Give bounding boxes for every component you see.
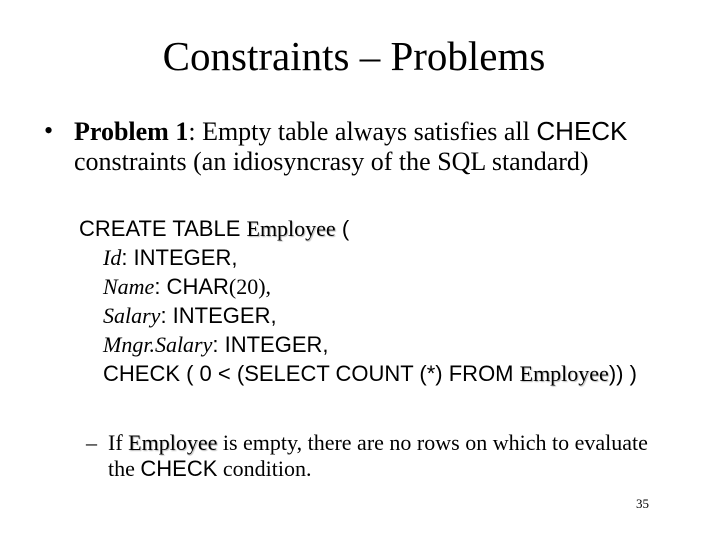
slide-page-number: 35 [636,496,649,511]
attr-salary-type: : INTEGER, [160,303,277,328]
sub-table-name: Employee [128,430,218,455]
attr-id-type: : INTEGER, [121,245,238,270]
open-paren: ( [335,216,350,241]
attr-mngr-salary-type: : INTEGER, [212,332,329,357]
code-line-create [79,214,709,243]
sub-bullet-marker: – [86,430,97,455]
sub-text-b: is empty, there are no rows on which to evaluate the [108,430,648,481]
code-line-id [79,243,709,272]
check-clause-start: CHECK ( 0 < (SELECT COUNT (*) FROM [103,361,520,386]
bullet-marker: • [44,116,54,145]
sub-text-a: If [108,430,129,455]
check-clause-end: )) ) [608,361,637,386]
code-line-mngr-salary [79,330,709,359]
bullet-text [74,116,664,177]
sub-bullet-text [108,430,668,482]
create-table-keyword: CREATE TABLE [79,216,247,241]
table-name: Employee [246,216,336,241]
code-line-name [79,272,709,301]
sub-check-keyword: CHECK [140,456,218,481]
sql-create-table-code [79,214,709,388]
problem-label: Problem 1 [74,117,189,146]
problem-text-serif: Empty table always satisfies all [195,117,530,146]
attr-name-type: : CHAR [154,274,229,299]
sub-text-c: condition. [217,456,312,481]
attr-id-name: Id [103,245,122,270]
slide-title: Constraints – Problems [162,33,546,79]
attr-salary-name: Salary [103,303,161,328]
problem-colon: : [188,117,196,146]
check-keyword: CHECK [536,116,628,146]
problem-text-rest: constraints (an idiosyncrasy of the SQL standard) [74,147,589,176]
code-line-check [79,359,709,388]
code-line-salary [79,301,709,330]
attr-mngr-salary-name: Mngr.Salary [103,332,213,357]
check-table-name: Employee [519,361,609,386]
attr-name-length: (20), [228,274,272,299]
attr-name-name: Name [103,274,155,299]
